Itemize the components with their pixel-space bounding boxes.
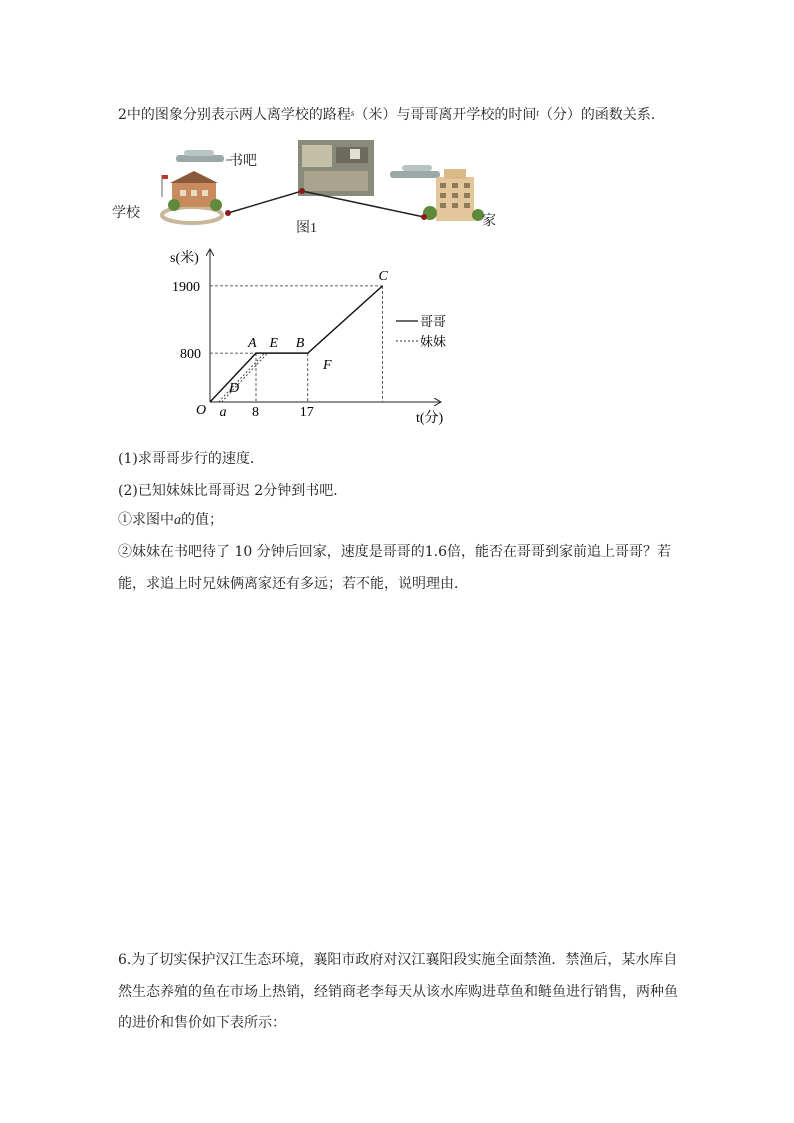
school-point	[225, 210, 231, 216]
bookstore-photo	[298, 140, 374, 196]
shuba-point	[299, 188, 305, 194]
question-2-2-line1: ②妹妹在书吧待了 10 分钟后回家，速度是哥哥的1.6倍，能否在哥哥到家前追上哥哥？若	[118, 544, 671, 560]
origin-label: O	[196, 403, 207, 418]
point-label-f: F	[323, 358, 332, 374]
var-t: t	[536, 108, 539, 118]
intro-text-3: （分）的函数关系．	[538, 107, 665, 123]
label-home: 家	[482, 214, 496, 229]
var-s: s	[350, 108, 355, 118]
legend-label-gege: 哥哥	[420, 314, 447, 329]
home-point	[421, 214, 427, 220]
label-school: 学校	[112, 206, 140, 221]
intro-text-2: （米）与哥哥离开学校的时间	[354, 107, 537, 123]
cloud-icon	[176, 150, 224, 162]
y-tick-label: 800	[180, 347, 201, 363]
var-a: a	[174, 513, 181, 528]
legend-label-meimei: 妹妹	[420, 334, 447, 349]
q2-1-pre: ①求图中	[118, 512, 174, 528]
intro-line	[118, 104, 665, 124]
point-label-c: C	[378, 268, 388, 284]
problem-6-line2: 然生态养殖的鱼在市场上热销，经销商老李每天从该水库购进草鱼和鲢鱼进行销售，两种鱼	[118, 984, 678, 1000]
question-2-1	[118, 509, 223, 529]
label-shuba: 书吧	[229, 154, 257, 169]
x-tick-label: 17	[299, 405, 314, 420]
a-label: a	[219, 405, 227, 420]
figure-1-illustration	[110, 135, 510, 235]
series-meimei-line-2	[219, 353, 265, 402]
point-label-e: E	[269, 336, 279, 352]
point-label-b: B	[295, 336, 305, 352]
problem-6-line3: 的进价和售价如下表所示：	[118, 1015, 286, 1031]
point-label-a: A	[248, 336, 257, 352]
question-2-2-line2: 能，求追上时兄妹俩离家还有多远；若不能，说明理由．	[118, 576, 468, 592]
question-2: (2)已知妹妹比哥哥迟 2分钟到书吧．	[118, 483, 348, 499]
distance-time-chart	[160, 240, 460, 432]
y-tick-label: 1900	[172, 279, 200, 295]
school-building-icon	[162, 171, 222, 223]
y-axis-label: s(米)	[170, 251, 199, 266]
q2-1-post: 的值；	[181, 512, 223, 528]
intro-text-1: 2中的图象分别表示两人离学校的路程	[118, 107, 351, 123]
cloud-icon	[390, 165, 440, 178]
figure-caption: 图1	[296, 221, 317, 235]
x-tick-label: 8	[252, 405, 259, 420]
x-axis-label: t(分)	[416, 411, 444, 426]
problem-6-line1: 6.为了切实保护汉江生态环境，襄阳市政府对汉江襄阳段实施全面禁渔．禁渔后，某水库自	[118, 952, 678, 968]
question-1: (1)求哥哥步行的速度．	[118, 451, 264, 467]
point-label-d: D	[229, 381, 240, 396]
